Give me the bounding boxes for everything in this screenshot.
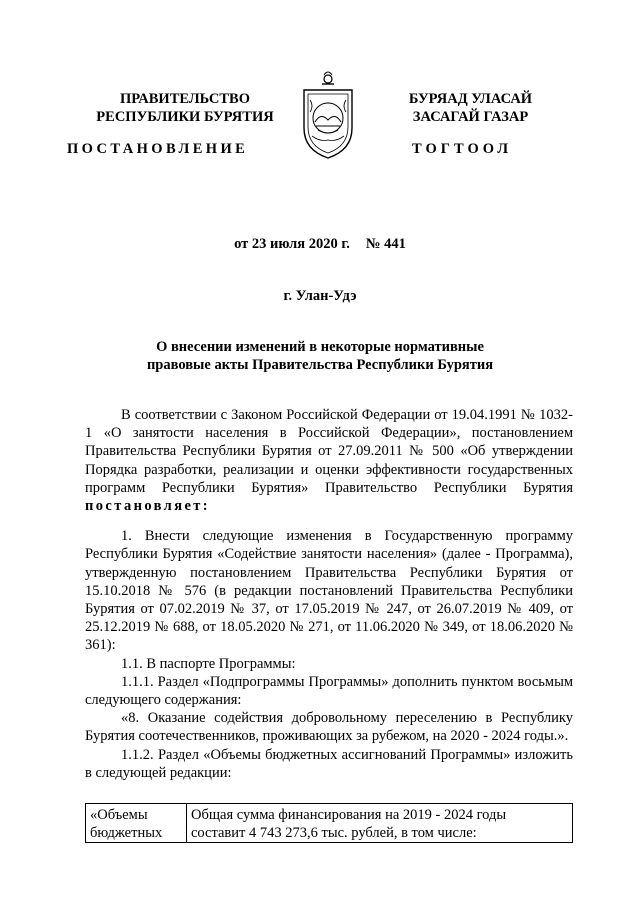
doc-kind-bua: ТОГТООЛ bbox=[412, 141, 513, 157]
budget-table bbox=[85, 803, 573, 843]
paragraph-1-1: 1.1. В паспорте Программы: bbox=[121, 655, 296, 672]
cell-value-line1: Общая сумма финансирования на 2019 - 2024 годы bbox=[191, 807, 507, 823]
table-row bbox=[86, 804, 573, 843]
document-number: № 441 bbox=[365, 236, 406, 252]
header-left-line2: РЕСПУБЛИКИ БУРЯТИЯ bbox=[96, 109, 274, 125]
document-body bbox=[85, 406, 573, 782]
header-government-bua bbox=[378, 90, 563, 126]
header-right-line1: БУРЯАД УЛАСАЙ bbox=[408, 91, 533, 107]
document-date: от 23 июля 2020 г. bbox=[234, 236, 350, 252]
paragraph-1-1-1: 1.1.1. Раздел «Подпрограммы Программы» дополнить пунктом восьмым следующего содержания: bbox=[85, 673, 573, 709]
document-city: г. Улан-Удэ bbox=[283, 288, 357, 304]
preamble-text: В соответствии с Законом Российской Федерации от 19.04.1991 № 1032-1 «О занятости населения в Российской Федерации», постановлением Правительства Республики Бурятия от 27.09.2011 № 500 «Об утверждении Порядка разработки, реализации и оценки эффективности государственных программ Республики Бурятия» Правительство Республики Бурятия bbox=[85, 407, 573, 496]
header-left-line1: ПРАВИТЕЛЬСТВО bbox=[120, 91, 250, 107]
paragraph-preamble bbox=[85, 406, 573, 515]
header-government-ru bbox=[85, 90, 285, 126]
date-number-line bbox=[0, 236, 640, 253]
preamble-decree-word: постановляет: bbox=[85, 498, 211, 515]
header-right-line2: ЗАСАГАЙ ГАЗАР bbox=[412, 109, 529, 125]
coat-of-arms-emblem-icon bbox=[298, 70, 358, 160]
doc-kind-ru: ПОСТАНОВЛЕНИЕ bbox=[67, 141, 249, 157]
paragraph-quote-8: «8. Оказание содействия добровольному переселению в Республику Бурятия соотечественников, проживающих за рубежом, на 2020 - 2024 годы.». bbox=[85, 710, 573, 745]
table-cell-value bbox=[187, 804, 573, 843]
cell-label-line1: «Объемы bbox=[90, 807, 148, 823]
cell-value-line2: составит 4 743 273,6 тыс. рублей, в том числе: bbox=[191, 825, 477, 841]
table-cell-label bbox=[86, 804, 187, 843]
title-line2: правовые акты Правительства Республики Бурятия bbox=[146, 357, 494, 373]
paragraph-1-1-2: 1.1.2. Раздел «Объемы бюджетных ассигнований Программы» изложить в следующей редакции: bbox=[85, 746, 573, 781]
cell-label-line2: бюджетных bbox=[90, 825, 163, 841]
paragraph-1: 1. Внести следующие изменения в Государственную программу Республики Бурятия «Содействие занятости населения» (далее - Программа), утвержденную постановлением Правительства Республики Бурятия от 15.10.2018 № 576 (в редакции постановлений Правительства Республики Бурятия от 07.02.2019 № 37, от 17.05.2019 № 247, от 26.07.2019 № 409, от 25.12.2019 № 688, от 18.05.2020 № 271, от 11.06.2020 № 349, от 18.06.2020 № 361): bbox=[85, 528, 573, 654]
document-title bbox=[0, 338, 640, 374]
title-line1: О внесении изменений в некоторые нормативные bbox=[156, 339, 484, 355]
